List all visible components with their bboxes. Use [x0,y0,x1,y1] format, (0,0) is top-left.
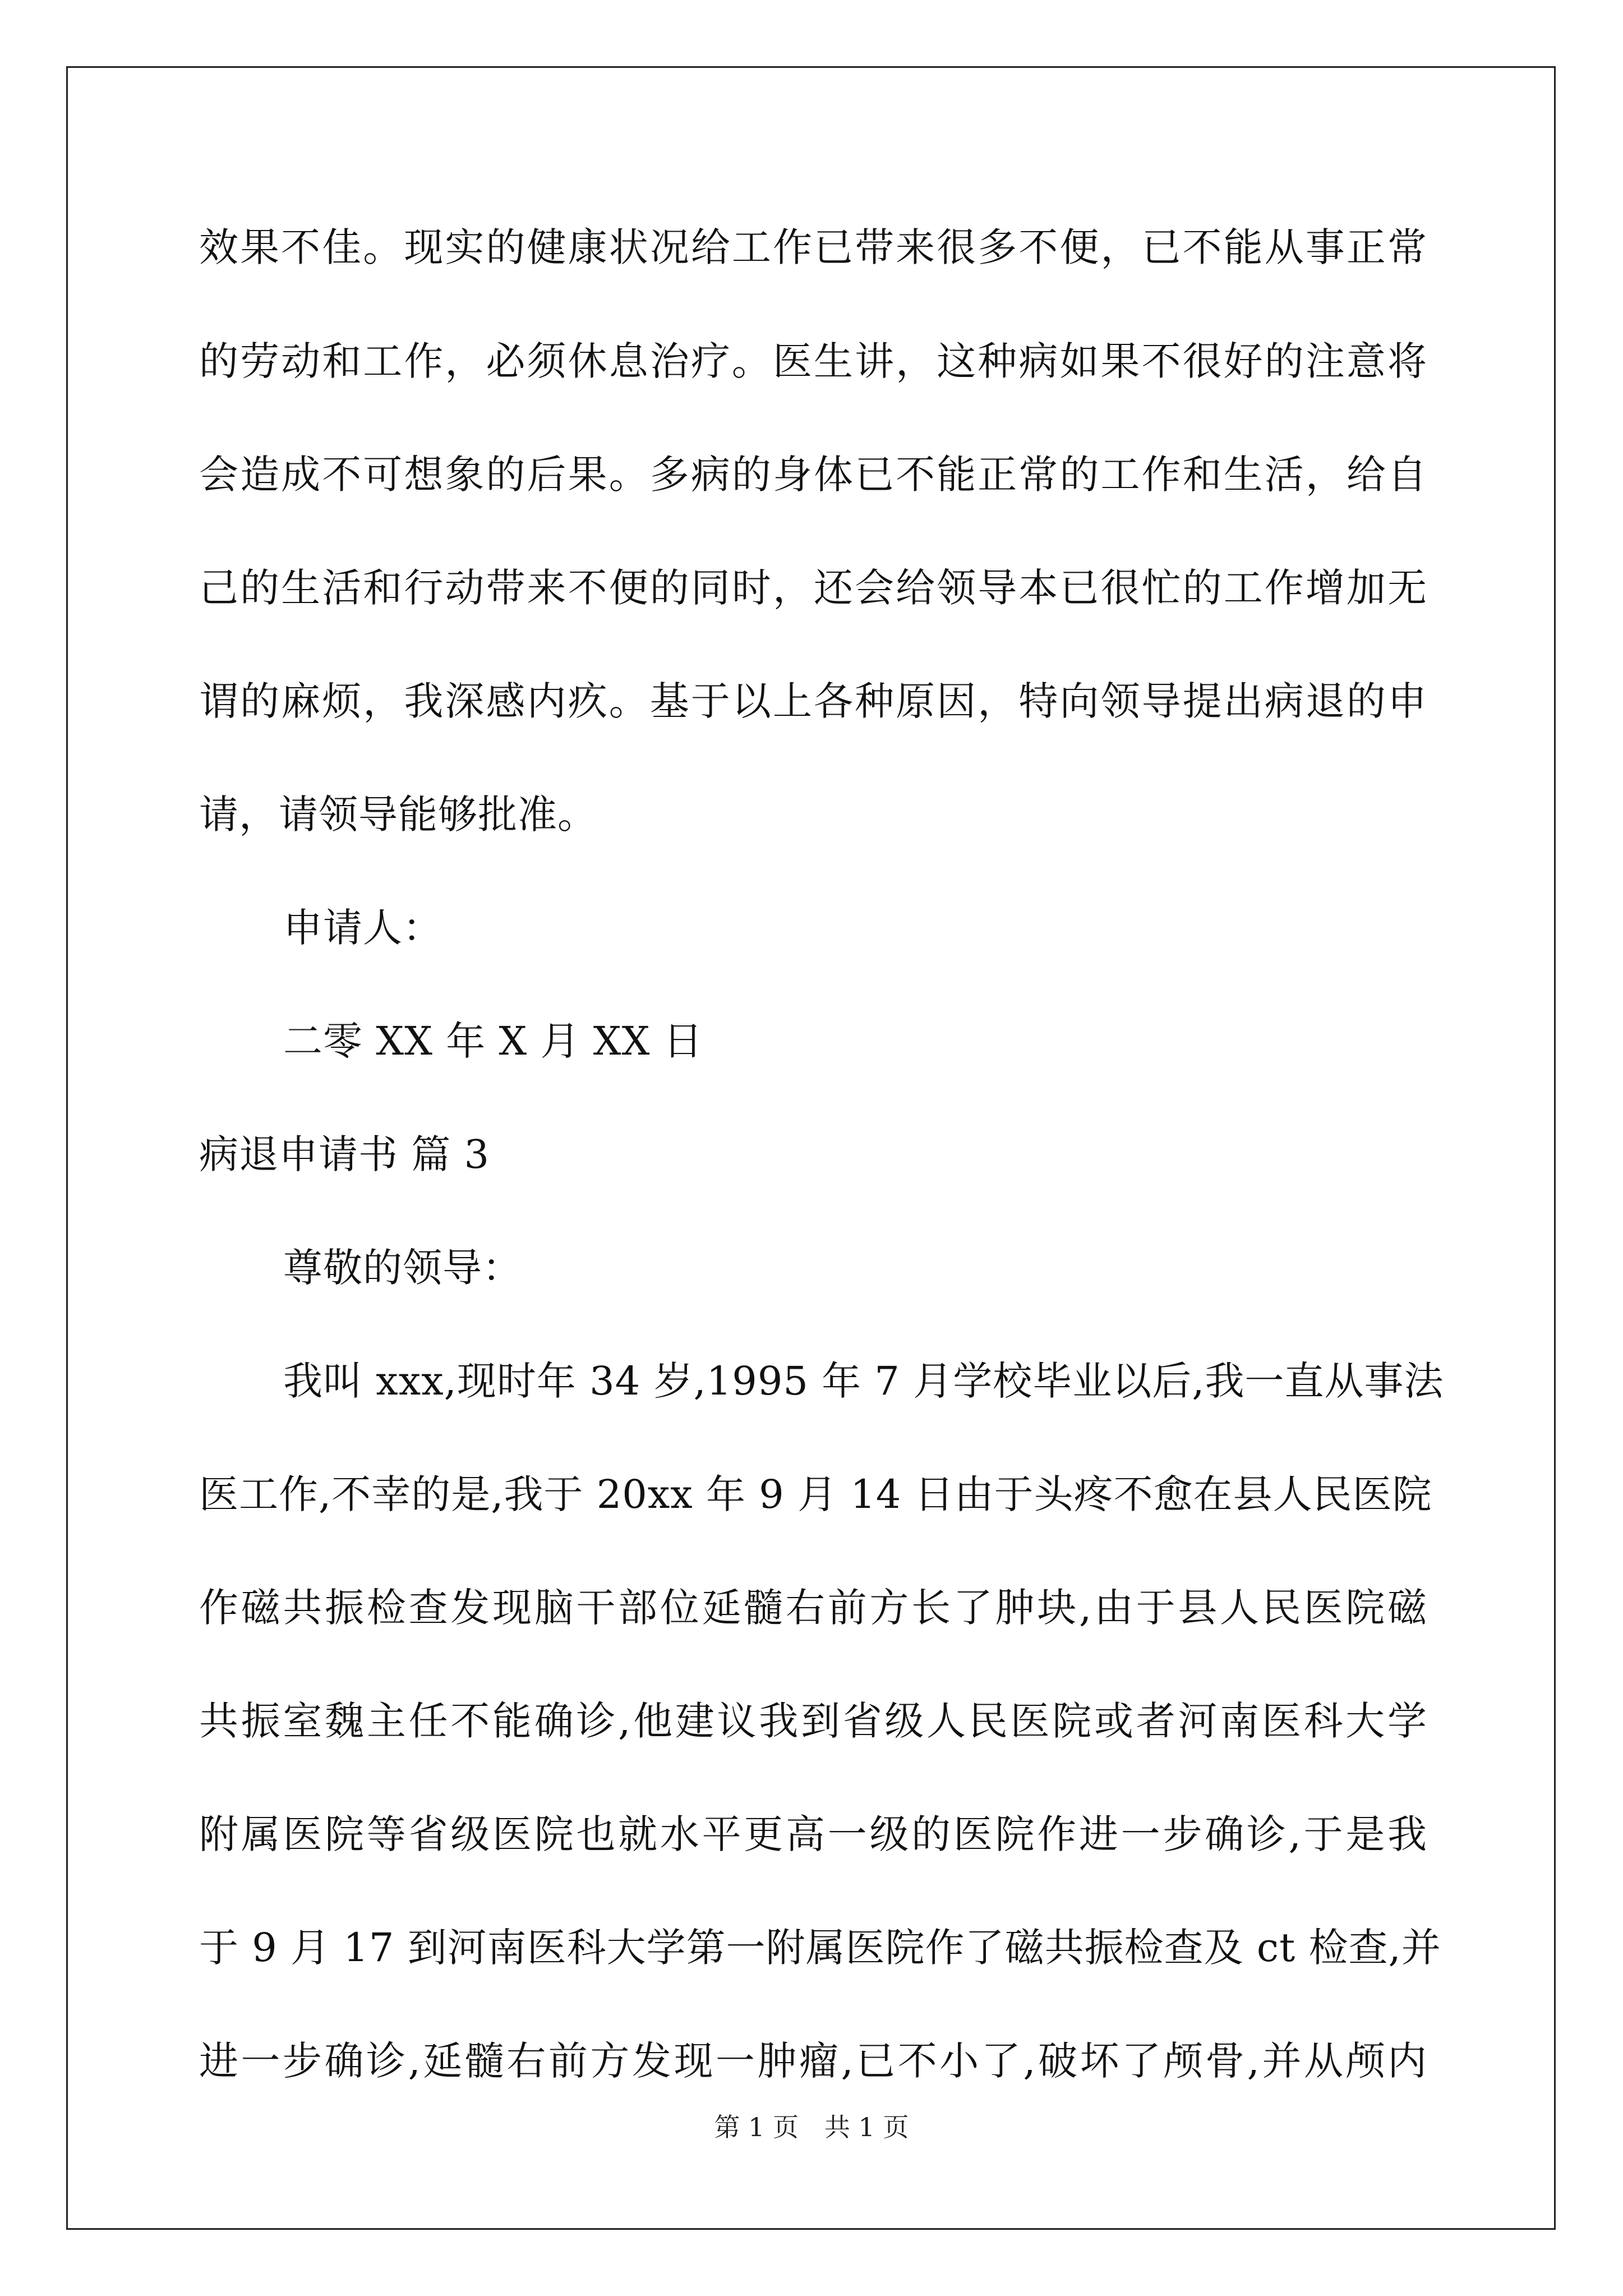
paragraph-line: 我叫 xxx,现时年 34 岁,1995 年 7 月学校毕业以后,我一直从事法 [283,1358,1444,1404]
paragraph-line: 会造成不可想象的后果。多病的身体已不能正常的工作和生活，给自 [199,452,1427,498]
paragraph-line: 谓的麻烦，我深感内疚。基于以上各种原因，特向领导提出病退的申 [199,678,1427,724]
paragraph-line: 于 9 月 17 到河南医科大学第一附属医院作了磁共振检查及 ct 检查,并 [199,1925,1441,1971]
paragraph-line: 作磁共振检查发现脑干部位延髓右前方长了肿块,由于县人民医院磁 [199,1585,1427,1631]
paragraph-line: 请，请领导能够批准。 [199,792,597,838]
page-footer: 第 1 页 共 1 页 [714,2112,909,2142]
paragraph-line: 共振室魏主任不能确诊,他建议我到省级人民医院或者河南医科大学 [199,1698,1427,1744]
paragraph-line: 医工作,不幸的是,我于 20xx 年 9 月 14 日由于头疼不愈在县人民医院 [199,1471,1432,1517]
paragraph-line: 进一步确诊,延髓右前方发现一肿瘤,已不小了,破坏了颅骨,并从颅内 [199,2038,1427,2084]
date-line: 二零 XX 年 X 月 XX 日 [283,1018,703,1064]
applicant-label: 申请人： [283,905,442,951]
paragraph-line: 己的生活和行动带来不便的同时，还会给领导本已很忙的工作增加无 [199,565,1427,611]
paragraph-line: 的劳动和工作，必须休息治疗。医生讲，这种病如果不很好的注意将 [199,338,1427,384]
section-heading: 病退申请书 篇 3 [199,1131,490,1177]
salutation: 尊敬的领导： [283,1245,522,1291]
paragraph-line: 效果不佳。现实的健康状况给工作已带来很多不便，已不能从事正常 [199,224,1427,270]
paragraph-line: 附属医院等省级医院也就水平更高一级的医院作进一步确诊,于是我 [199,1811,1427,1857]
